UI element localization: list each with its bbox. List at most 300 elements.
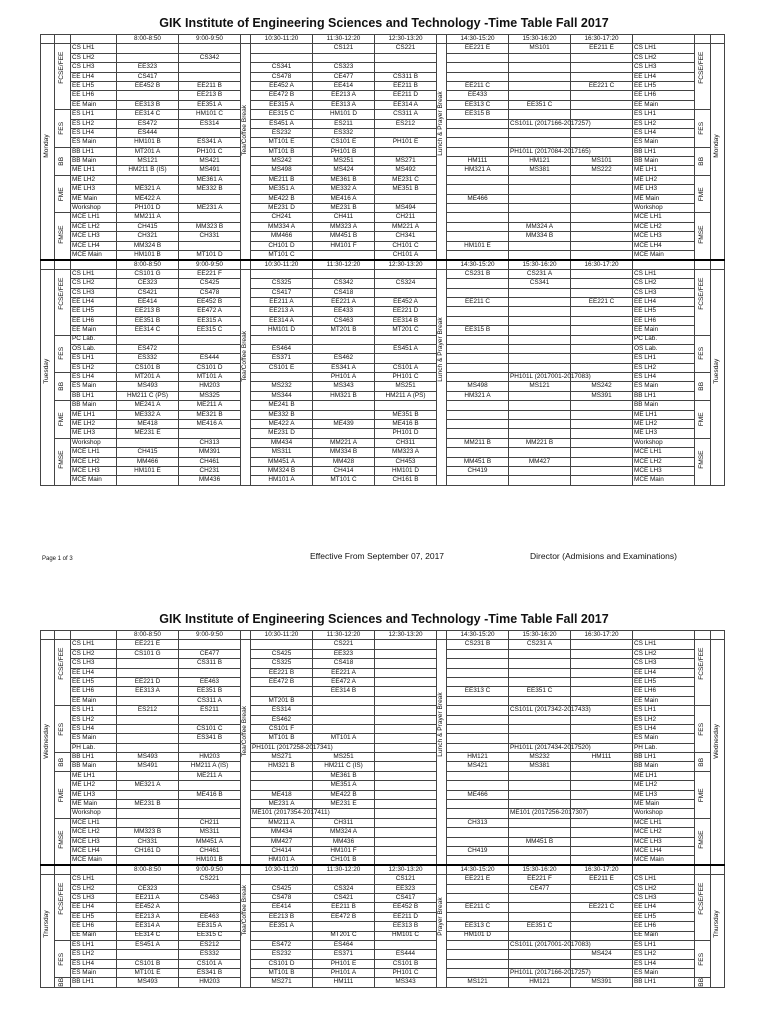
class-cell: ME321 A — [117, 781, 179, 790]
class-cell — [509, 912, 571, 921]
class-cell: MS391 — [571, 978, 633, 987]
class-cell: MT201 A — [117, 373, 179, 382]
class-cell: ME321 B — [179, 410, 241, 419]
class-cell — [447, 401, 509, 410]
lunch-break-label — [437, 44, 447, 260]
room-label: ES Main — [71, 734, 117, 743]
class-cell: MT101 E — [251, 138, 313, 147]
timetable-row — [41, 316, 725, 325]
room-label: BB Main — [633, 157, 695, 166]
class-cell — [179, 213, 241, 222]
class-cell — [375, 771, 437, 780]
time-slot-header: 10:30-11:20 — [251, 260, 313, 269]
faculty-label-label: FCSE/FEE — [58, 52, 66, 85]
class-cell: ES451 A — [251, 119, 313, 128]
corner-cell — [695, 631, 711, 640]
class-cell: CS101 C — [179, 724, 241, 733]
room-label: EE LH4 — [633, 668, 695, 677]
time-header-row — [41, 260, 725, 269]
class-cell: CH211 — [375, 213, 437, 222]
class-cell: HM101 B — [117, 250, 179, 259]
room-label: OS Lab. — [71, 344, 117, 353]
class-cell — [375, 743, 437, 752]
lunch-break-label — [437, 640, 447, 865]
time-slot-header: 10:30-11:20 — [251, 631, 313, 640]
faculty-label — [695, 110, 711, 148]
room-label: EE LH4 — [633, 903, 695, 912]
class-cell: EE211 D — [375, 91, 437, 100]
corner-cell — [55, 631, 71, 640]
class-cell — [509, 401, 571, 410]
class-cell: HM211 A (PS) — [375, 391, 437, 400]
room-label: BB Main — [633, 762, 695, 771]
class-cell: MM211 A — [251, 818, 313, 827]
time-slot-header: 14:30-15:20 — [447, 35, 509, 44]
room-label: Workshop — [633, 438, 695, 447]
break-gap-cell — [241, 260, 251, 269]
class-cell — [509, 659, 571, 668]
class-cell — [375, 63, 437, 72]
class-cell: MM324 A — [313, 828, 375, 837]
class-cell: MM466 — [251, 232, 313, 241]
break-gap-cell — [241, 35, 251, 44]
room-label: MCE LH3 — [71, 837, 117, 846]
class-cell — [447, 912, 509, 921]
class-cell: ME422 B — [313, 790, 375, 799]
class-cell — [571, 175, 633, 184]
class-cell: MS232 — [509, 753, 571, 762]
day-label-label: Monday — [713, 134, 721, 159]
class-cell: MS494 — [375, 204, 437, 213]
class-cell — [509, 466, 571, 475]
room-label: ES LH1 — [633, 940, 695, 949]
timetable-row — [41, 771, 725, 780]
lunch-break-label-label: Prayer Break — [437, 897, 445, 936]
class-cell — [447, 410, 509, 419]
class-cell: MS121 — [117, 157, 179, 166]
class-cell: EE472 B — [251, 91, 313, 100]
class-cell — [571, 724, 633, 733]
room-label: ES LH2 — [71, 950, 117, 959]
class-cell: CH461 — [179, 846, 241, 855]
class-cell: MS251 — [313, 753, 375, 762]
class-cell: CS311 A — [375, 110, 437, 119]
class-cell: CE477 — [179, 649, 241, 658]
class-cell: CS101 A — [375, 363, 437, 372]
class-cell — [179, 194, 241, 203]
class-cell — [509, 316, 571, 325]
break-gap-cell — [241, 631, 251, 640]
room-label: CS LH1 — [71, 44, 117, 53]
timetable-row — [41, 466, 725, 475]
faculty-label-label: FCSE/FEE — [698, 882, 706, 916]
faculty-label — [55, 978, 71, 987]
class-cell — [179, 903, 241, 912]
class-cell — [509, 335, 571, 344]
faculty-label — [55, 771, 71, 818]
class-cell: MM323 B — [179, 222, 241, 231]
class-cell — [447, 659, 509, 668]
lunch-break-label — [437, 875, 447, 988]
day-label — [711, 269, 725, 485]
corner-cell — [71, 35, 117, 44]
class-cell: CS101L (2017342-2017433) — [510, 706, 591, 714]
class-cell — [571, 53, 633, 62]
class-cell: MT101 C — [313, 476, 375, 485]
time-slot-header: 9:00-9:50 — [179, 35, 241, 44]
class-cell — [571, 420, 633, 429]
timetable-row — [41, 856, 725, 865]
class-cell — [447, 185, 509, 194]
faculty-label — [695, 818, 711, 865]
faculty-label — [55, 44, 71, 110]
room-label: EE LH6 — [633, 687, 695, 696]
class-cell — [509, 790, 571, 799]
class-cell — [509, 476, 571, 485]
class-cell: ME211 A — [179, 401, 241, 410]
class-cell — [447, 53, 509, 62]
timetable-row — [41, 81, 725, 90]
class-cell — [179, 743, 241, 752]
class-cell — [571, 818, 633, 827]
class-cell: MM391 — [179, 448, 241, 457]
room-label: MCE LH4 — [71, 241, 117, 250]
class-cell: PH101 B — [313, 147, 375, 156]
faculty-label — [55, 373, 71, 401]
room-label: CS LH1 — [71, 269, 117, 278]
class-cell: MT101 B — [251, 969, 313, 978]
class-cell: ES211 — [179, 706, 241, 715]
class-cell: HM203 — [179, 978, 241, 987]
class-cell: HM211 A (IS) — [179, 762, 241, 771]
faculty-label — [695, 175, 711, 213]
room-label: Workshop — [71, 438, 117, 447]
room-label: ES Main — [71, 382, 117, 391]
timetable-row — [41, 335, 725, 344]
class-cell — [447, 128, 509, 137]
class-cell — [571, 354, 633, 363]
class-cell: ES232 — [251, 128, 313, 137]
class-cell: MM427 — [509, 457, 571, 466]
room-label: ES LH2 — [633, 119, 695, 128]
class-cell: EE472 B — [313, 912, 375, 921]
room-label: BB LH1 — [71, 147, 117, 156]
room-label: EE LH6 — [633, 316, 695, 325]
room-label: CS LH1 — [71, 640, 117, 649]
class-cell — [571, 912, 633, 921]
class-cell — [313, 250, 375, 259]
timetable-row — [41, 391, 725, 400]
class-cell — [313, 53, 375, 62]
class-cell: HM111 — [571, 753, 633, 762]
faculty-label-label: FES — [698, 722, 706, 736]
timetable-row — [41, 875, 725, 884]
room-label: ES LH2 — [71, 363, 117, 372]
class-cell: MS271 — [251, 753, 313, 762]
class-cell: MM221 A — [313, 438, 375, 447]
class-cell: CH161 D — [117, 846, 179, 855]
tea-break-label-label: Tea/Coffee Break — [241, 105, 249, 157]
class-cell — [509, 307, 571, 316]
break-gap-cell — [437, 865, 447, 874]
room-label: EE LH5 — [633, 81, 695, 90]
room-label: BB Main — [71, 401, 117, 410]
class-cell: ES464 — [313, 940, 375, 949]
class-cell: CH419 — [447, 846, 509, 855]
class-cell: CS221 — [179, 875, 241, 884]
class-cell: ME332 A — [117, 410, 179, 419]
corner-cell — [55, 865, 71, 874]
time-slot-header: 11:30-12:20 — [313, 35, 375, 44]
timetable-row — [41, 846, 725, 855]
class-cell — [571, 893, 633, 902]
class-cell: MM334 B — [509, 232, 571, 241]
class-cell — [571, 344, 633, 353]
class-cell: CS101 D — [251, 959, 313, 968]
class-cell — [375, 828, 437, 837]
timetable-row — [41, 138, 725, 147]
room-label: ME LH2 — [633, 420, 695, 429]
class-cell: MT201 B — [251, 696, 313, 705]
class-cell: MM323 A — [375, 448, 437, 457]
timetable-row — [41, 326, 725, 335]
class-cell: ES371 — [251, 354, 313, 363]
class-cell — [571, 110, 633, 119]
class-cell — [447, 335, 509, 344]
class-cell — [509, 213, 571, 222]
class-cell: EE313 C — [447, 687, 509, 696]
class-cell: EE452 B — [117, 81, 179, 90]
timetable-row — [41, 715, 725, 724]
room-label: EE LH5 — [71, 307, 117, 316]
class-cell: HM101 C — [375, 931, 437, 940]
faculty-label — [695, 438, 711, 485]
timetable-row — [41, 269, 725, 278]
class-cell: CH331 — [179, 232, 241, 241]
timetable-row — [41, 762, 725, 771]
class-cell: EE351 A — [251, 922, 313, 931]
faculty-label-label: BB — [58, 382, 66, 392]
room-label: BB LH1 — [71, 391, 117, 400]
class-cell — [447, 344, 509, 353]
room-label: ME LH3 — [633, 790, 695, 799]
class-cell: CS221 — [313, 640, 375, 649]
day-label — [41, 269, 55, 485]
room-label: ME Main — [71, 800, 117, 809]
faculty-label-label: BB — [58, 978, 66, 988]
class-cell — [375, 715, 437, 724]
class-cell — [117, 790, 179, 799]
class-cell — [375, 288, 437, 297]
class-cell: EE414 — [251, 903, 313, 912]
break-gap-cell — [241, 865, 251, 874]
class-cell: HM321 A — [447, 391, 509, 400]
class-cell — [447, 677, 509, 686]
faculty-label-label: FMSE — [698, 450, 706, 470]
timetable-row — [41, 438, 725, 447]
class-cell: CS311 B — [179, 659, 241, 668]
room-label: CS LH2 — [633, 279, 695, 288]
class-cell — [179, 668, 241, 677]
class-cell: MM221 B — [509, 438, 571, 447]
class-cell — [447, 175, 509, 184]
class-cell — [447, 222, 509, 231]
class-cell: HM101 F — [313, 241, 375, 250]
class-cell — [509, 363, 571, 372]
room-label: ME LH3 — [71, 429, 117, 438]
class-cell: ME361 B — [313, 175, 375, 184]
class-cell: PH101L (2017434-2017520) — [510, 743, 591, 751]
class-cell: EE323 — [117, 63, 179, 72]
time-slot-header: 15:30-16:20 — [509, 865, 571, 874]
corner-cell — [695, 35, 711, 44]
class-cell: MT101 A — [313, 734, 375, 743]
room-label: CS LH3 — [71, 288, 117, 297]
room-label: EE Main — [633, 100, 695, 109]
timetable-row — [41, 166, 725, 175]
faculty-label-label: FES — [58, 952, 66, 966]
timetable-row — [41, 44, 725, 53]
class-cell: PH101 C — [179, 147, 241, 156]
class-cell — [313, 269, 375, 278]
class-cell: EE472 A — [179, 307, 241, 316]
class-cell: EE414 — [313, 81, 375, 90]
day-label-label: Tuesday — [43, 358, 51, 384]
room-label: EE LH5 — [633, 912, 695, 921]
timetable-row — [41, 743, 725, 752]
class-cell — [179, 128, 241, 137]
room-label: PH Lab. — [633, 743, 695, 752]
class-cell: CS421 — [313, 893, 375, 902]
room-label: MCE LH4 — [633, 846, 695, 855]
class-cell — [509, 893, 571, 902]
room-label: ES LH1 — [71, 354, 117, 363]
faculty-label-label: BB — [58, 156, 66, 166]
class-cell: MS424 — [313, 166, 375, 175]
class-cell — [447, 837, 509, 846]
class-cell: CE477 — [313, 72, 375, 81]
class-cell: EE211 A — [251, 297, 313, 306]
class-cell: ES451 A — [375, 344, 437, 353]
class-cell — [447, 724, 509, 733]
room-label: ES Main — [633, 138, 695, 147]
lunch-break-label-label: Lunch & Prayer Break — [437, 91, 445, 157]
class-cell — [251, 931, 313, 940]
tea-break-label-label: Tea/Coffee Break — [241, 706, 249, 757]
room-label: BB LH1 — [71, 753, 117, 762]
class-cell: MM436 — [179, 476, 241, 485]
class-cell: CS342 — [313, 279, 375, 288]
class-cell: ME241 A — [117, 401, 179, 410]
class-cell — [375, 800, 437, 809]
class-cell — [571, 194, 633, 203]
class-cell — [117, 175, 179, 184]
page-title-2: GIK Institute of Engineering Sciences and Technology -Time Table Fall 2017 — [159, 612, 609, 626]
faculty-label-label: FME — [698, 187, 706, 202]
room-label: CS LH2 — [71, 884, 117, 893]
class-cell — [375, 677, 437, 686]
class-cell: ES332 — [117, 354, 179, 363]
room-label: ME LH1 — [633, 410, 695, 419]
class-cell — [509, 856, 571, 865]
room-label: EE LH6 — [71, 922, 117, 931]
class-cell — [313, 875, 375, 884]
class-cell: ES212 — [375, 119, 437, 128]
class-cell — [571, 659, 633, 668]
class-cell: ES332 — [313, 128, 375, 137]
class-cell: MS421 — [447, 762, 509, 771]
class-cell: CS418 — [313, 288, 375, 297]
room-label: MCE Main — [71, 856, 117, 865]
class-cell — [447, 706, 509, 715]
class-cell — [179, 715, 241, 724]
class-cell: CH321 — [117, 232, 179, 241]
class-cell: EE433 — [313, 307, 375, 316]
class-cell: CH419 — [447, 466, 509, 475]
room-label: ES LH1 — [71, 110, 117, 119]
class-cell — [375, 724, 437, 733]
room-label: EE LH5 — [633, 677, 695, 686]
time-slot-header: 14:30-15:20 — [447, 631, 509, 640]
class-cell: EE315 C — [251, 110, 313, 119]
class-cell: EE221 C — [571, 81, 633, 90]
room-label: ES LH1 — [633, 706, 695, 715]
class-cell: EE463 — [179, 912, 241, 921]
room-label: MCE LH3 — [71, 232, 117, 241]
day-label-label: Thursday — [43, 910, 51, 938]
class-cell: EE211 E — [571, 875, 633, 884]
faculty-label-label: FES — [58, 347, 66, 361]
corner-cell — [71, 260, 117, 269]
class-cell: ME351 A — [251, 185, 313, 194]
class-cell: CH231 — [179, 466, 241, 475]
time-slot-header: 9:00-9:50 — [179, 260, 241, 269]
class-cell — [375, 856, 437, 865]
class-cell — [509, 288, 571, 297]
class-cell: MT101 A — [179, 373, 241, 382]
room-label: EE LH6 — [71, 316, 117, 325]
day-label-label: Thursday — [713, 910, 721, 938]
timetable-row — [41, 213, 725, 222]
room-label: Workshop — [633, 204, 695, 213]
class-cell — [447, 354, 509, 363]
room-label: MCE Main — [633, 856, 695, 865]
room-label: ES LH4 — [633, 724, 695, 733]
class-cell: PH101 C — [375, 373, 437, 382]
class-cell — [571, 429, 633, 438]
time-slot-header: 16:30-17:20 — [571, 35, 633, 44]
class-cell — [375, 649, 437, 658]
class-cell — [447, 138, 509, 147]
class-cell — [571, 63, 633, 72]
class-cell: MM428 — [313, 457, 375, 466]
class-cell: ES314 — [179, 119, 241, 128]
class-cell: CS231 B — [447, 640, 509, 649]
class-cell — [447, 828, 509, 837]
class-cell — [179, 781, 241, 790]
class-cell: ME418 — [117, 420, 179, 429]
room-label: MCE LH1 — [71, 213, 117, 222]
class-cell — [571, 279, 633, 288]
class-cell: CH461 — [179, 457, 241, 466]
class-cell: ES472 — [117, 344, 179, 353]
class-cell: EE314 C — [117, 326, 179, 335]
class-cell: CH411 — [313, 213, 375, 222]
class-cell: MM451 A — [179, 837, 241, 846]
class-cell — [509, 297, 571, 306]
class-cell — [447, 213, 509, 222]
class-cell — [313, 715, 375, 724]
